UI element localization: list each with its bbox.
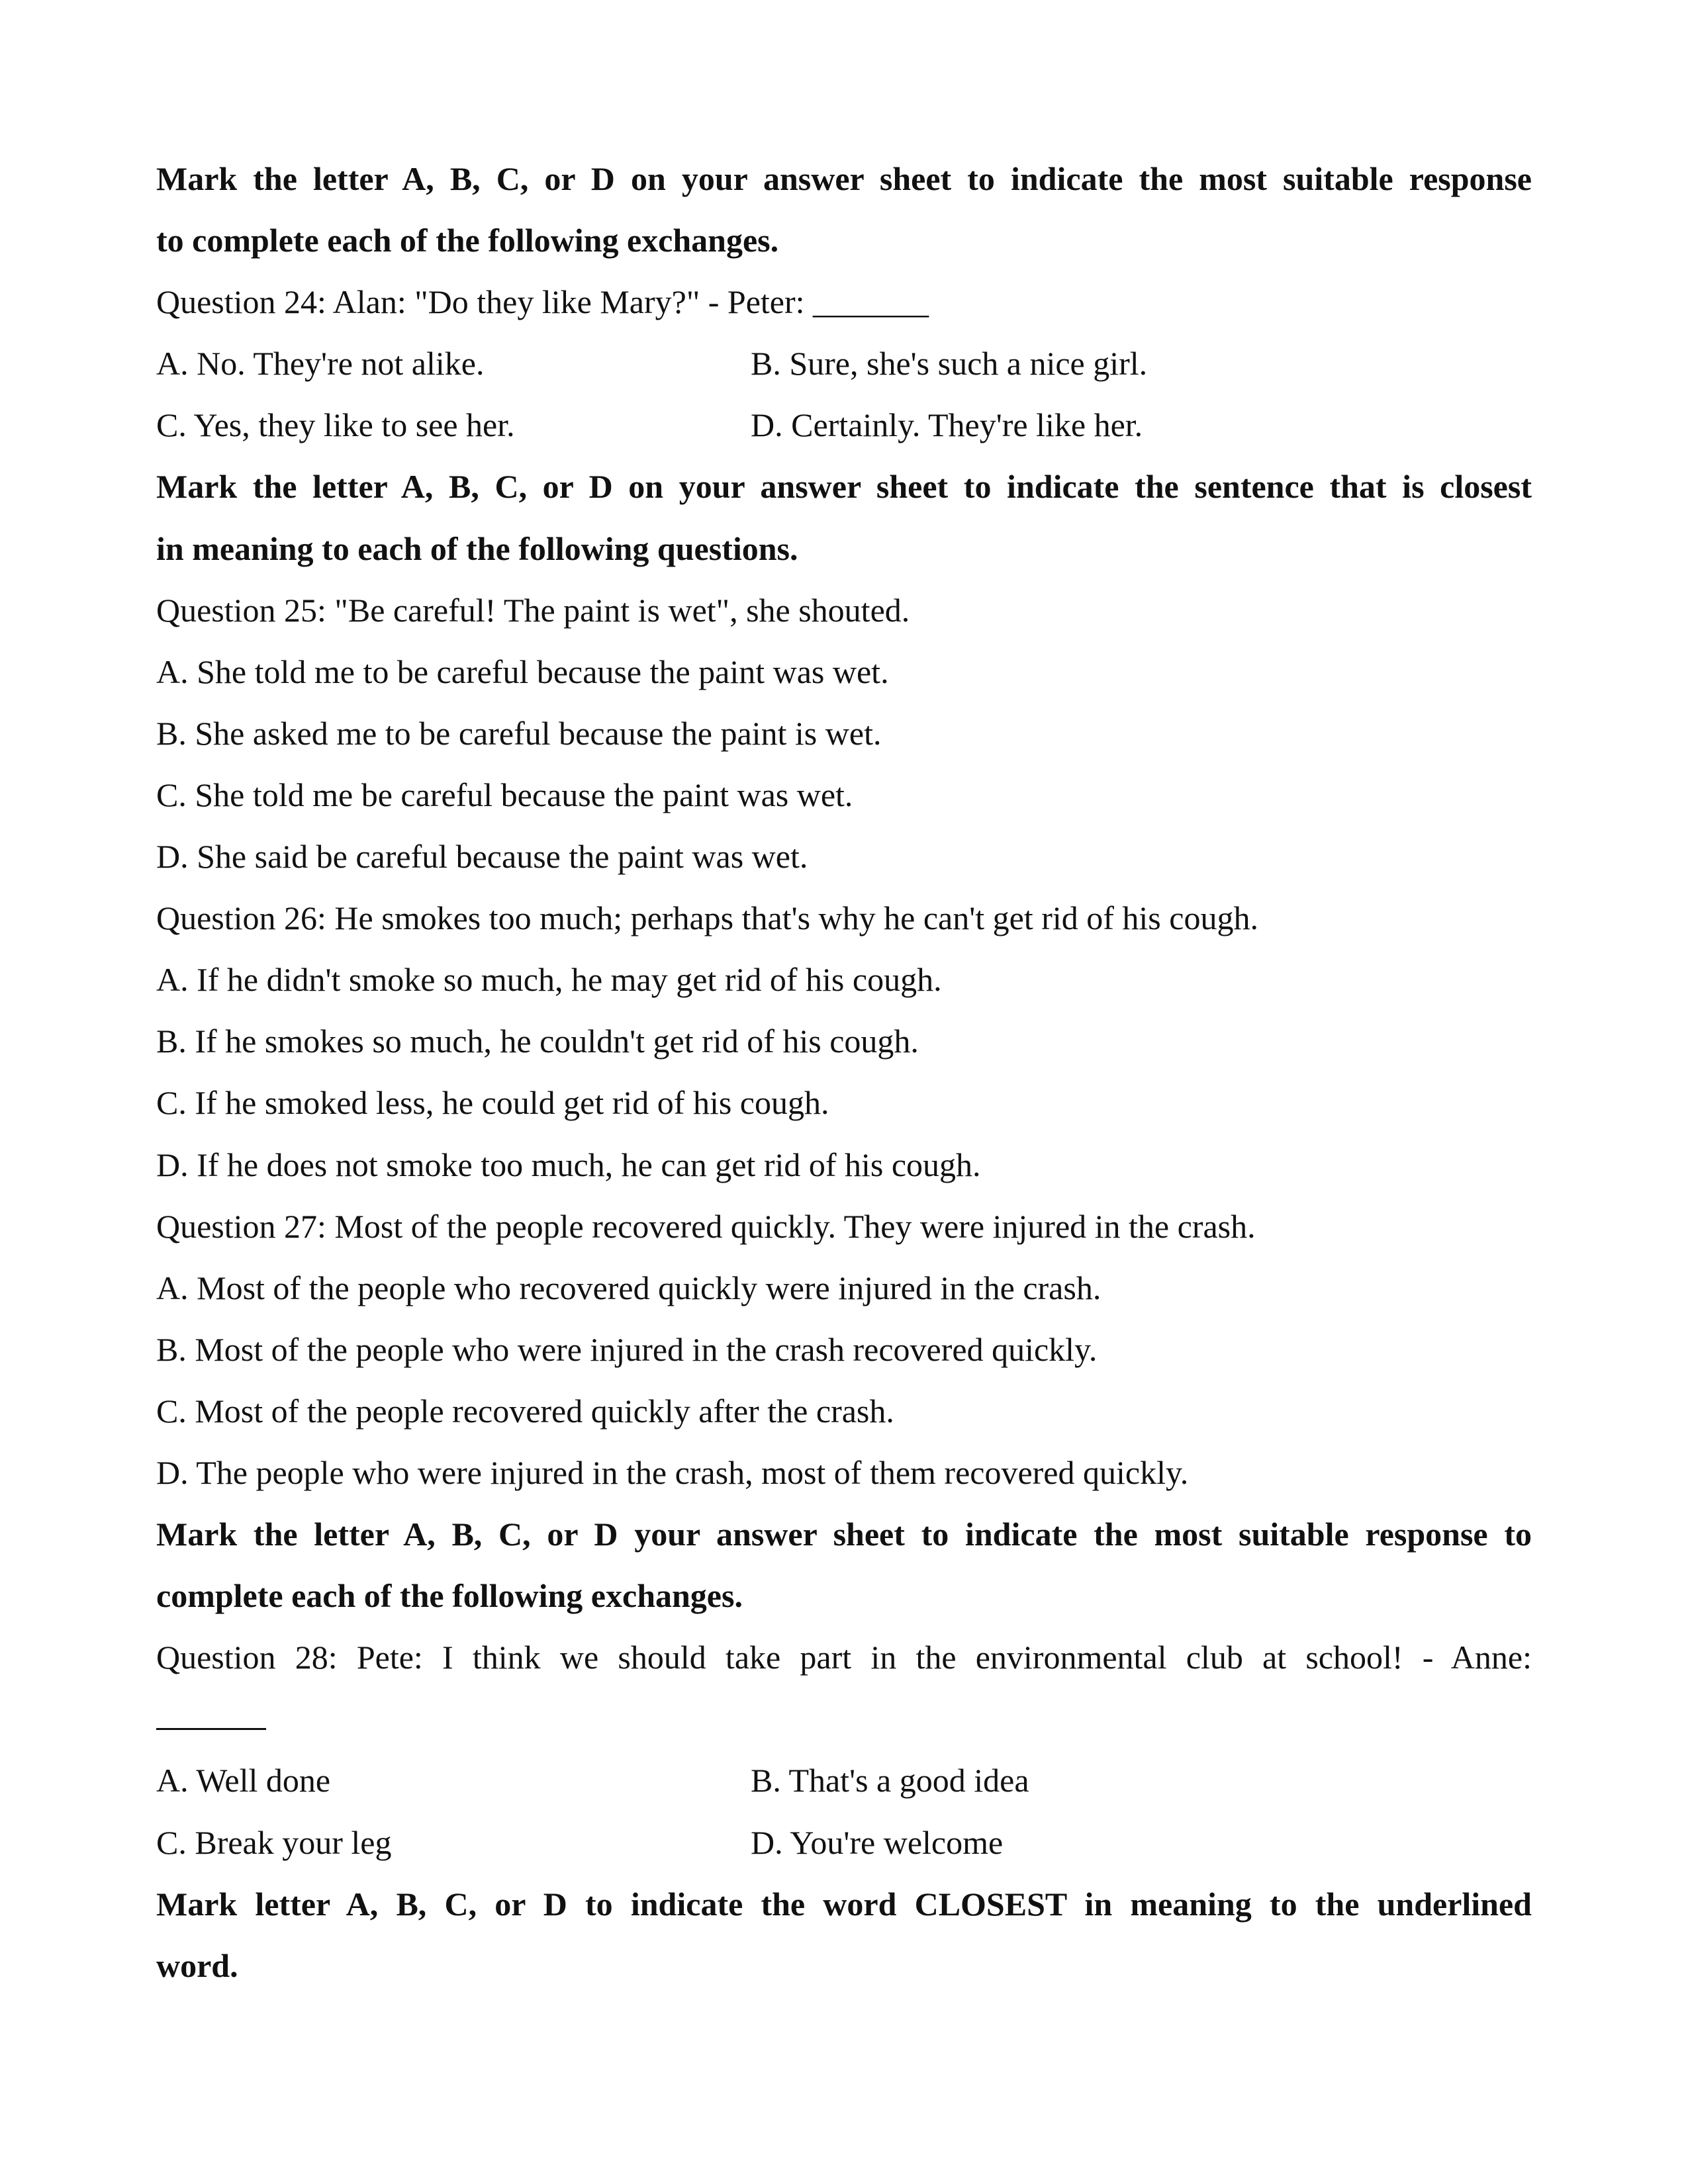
answer-option-d: D. She said be careful because the paint was wet. xyxy=(156,838,808,876)
section-instruction: Mark the letter A, B, C, or D on your answer sheet to indicate the sentence that is closest xyxy=(156,468,1532,506)
answer-option-c: C. Yes, they like to see her. xyxy=(156,406,515,444)
question-stem: Question 25: "Be careful! The paint is wet", she shouted. xyxy=(156,591,910,629)
section-instruction: in meaning to each of the following questions. xyxy=(156,529,798,567)
answer-option-d: D. If he does not smoke too much, he can get rid of his cough. xyxy=(156,1146,981,1183)
answer-blank xyxy=(156,1688,1532,1750)
section-instruction: to complete each of the following exchanges. xyxy=(156,222,779,259)
answer-option-b: B. That's a good idea xyxy=(751,1762,1029,1799)
answer-option-d: D. Certainly. They're like her. xyxy=(751,406,1143,444)
answer-option-b: B. She asked me to be careful because the paint is wet. xyxy=(156,714,882,752)
section-instruction: Mark the letter A, B, C, or D on your answer sheet to indicate the most suitable response xyxy=(156,160,1532,197)
answer-option-c: C. If he smoked less, he could get rid of his cough. xyxy=(156,1084,829,1122)
answer-option-a: A. No. They're not alike. xyxy=(156,345,485,383)
exam-page xyxy=(156,148,1532,1997)
answer-option-a: A. Most of the people who recovered quickly were injured in the crash. xyxy=(156,1269,1102,1306)
blank-underline xyxy=(156,1728,266,1730)
question-stem: Question 26: He smokes too much; perhaps that's why he can't get rid of his cough. xyxy=(156,899,1258,937)
answer-option-d: D. The people who were injured in the crash, most of them recovered quickly. xyxy=(156,1453,1189,1491)
answer-option-b: B. Sure, she's such a nice girl. xyxy=(751,345,1148,383)
answer-option-a: A. She told me to be careful because the paint was wet. xyxy=(156,653,889,690)
section-instruction: Mark letter A, B, C, or D to indicate the word CLOSEST in meaning to the underlined xyxy=(156,1885,1532,1923)
answer-option-b: B. Most of the people who were injured in the crash recovered quickly. xyxy=(156,1330,1098,1368)
answer-option-d: D. You're welcome xyxy=(751,1823,1004,1861)
answer-option-c: C. She told me be careful because the paint was wet. xyxy=(156,776,853,813)
section-instruction: word. xyxy=(156,1946,238,1984)
answer-row xyxy=(156,1750,1532,1811)
section-instruction: complete each of the following exchanges. xyxy=(156,1577,743,1615)
answer-row xyxy=(156,394,1532,456)
answer-option-c: C. Most of the people recovered quickly after the crash. xyxy=(156,1392,894,1430)
answer-option-a: A. If he didn't smoke so much, he may get rid of his cough. xyxy=(156,961,942,999)
answer-row xyxy=(156,333,1532,394)
answer-option-a: A. Well done xyxy=(156,1762,331,1799)
answer-option-b: B. If he smokes so much, he couldn't get rid of his cough. xyxy=(156,1023,919,1060)
answer-option-c: C. Break your leg xyxy=(156,1823,392,1861)
question-stem: Question 24: Alan: "Do they like Mary?" - Peter: _______ xyxy=(156,283,929,321)
question-stem: Question 27: Most of the people recovered quickly. They were injured in the crash. xyxy=(156,1207,1256,1245)
section-instruction: Mark the letter A, B, C, or D your answer sheet to indicate the most suitable response to xyxy=(156,1516,1532,1553)
answer-row xyxy=(156,1812,1532,1874)
question-stem: Question 28: Pete: I think we should take part in the environmental club at school! - Anne: xyxy=(156,1639,1532,1676)
